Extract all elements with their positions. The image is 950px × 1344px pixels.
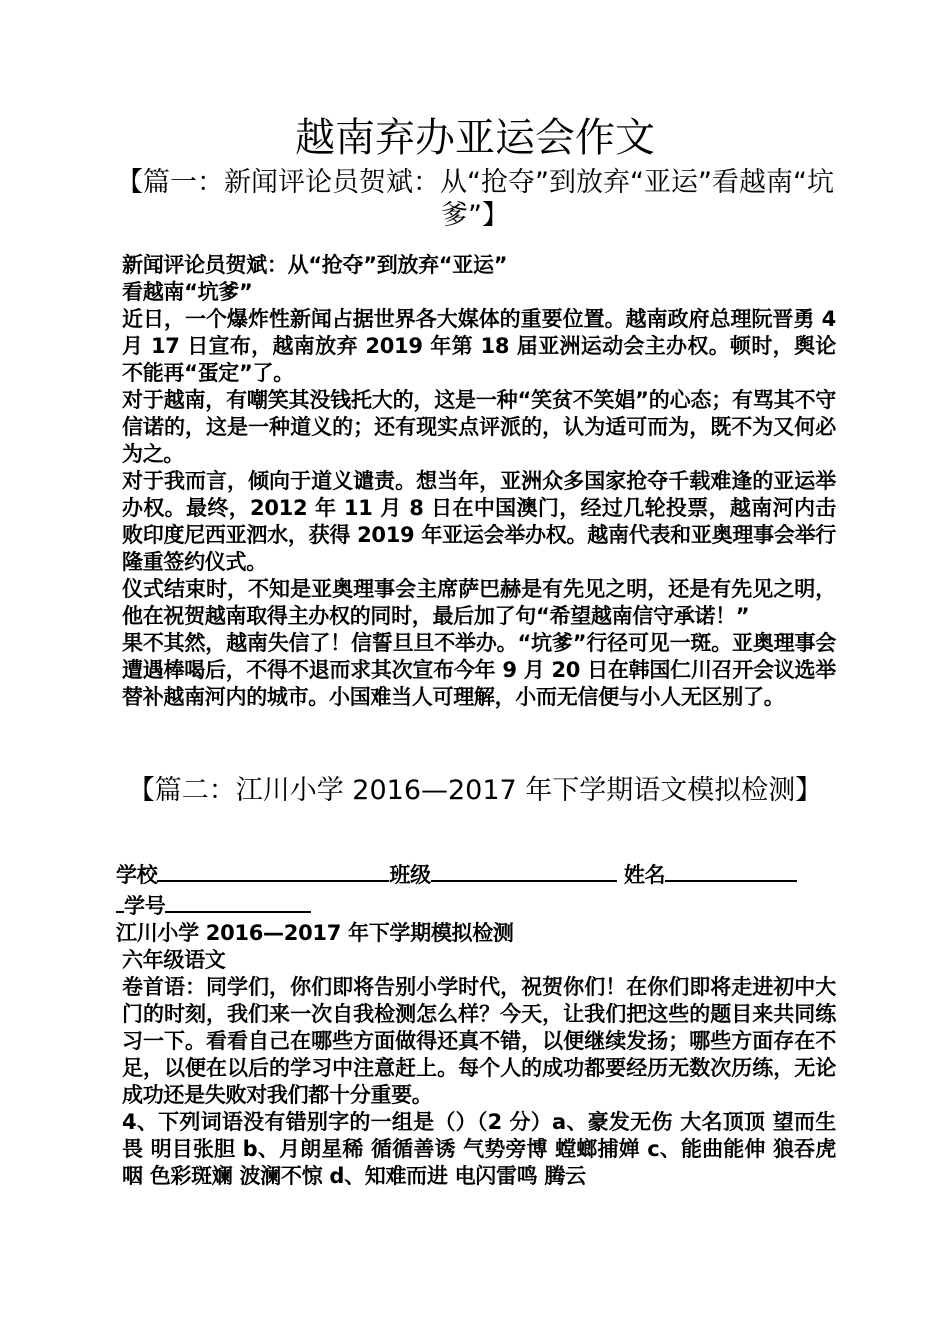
school-label: 学校 — [116, 863, 158, 887]
school-blank — [157, 858, 389, 882]
leading-blank — [116, 889, 124, 913]
class-blank — [431, 858, 617, 882]
paragraph: 仪式结束时，不知是亚奥理事会主席萨巴赫是有先见之明，还是有先见之明，他在祝贺越南取得主办权的同时，最后加了句“希望越南信守承诺！” — [122, 577, 836, 628]
paragraph: 果不其然，越南失信了！信誓旦旦不举办。“坑爹”行径可见一斑。亚奥理事会遭遇棒喝后，不得不退而求其次宣布今年 9 月 20 日在韩国仁川召开会议选举替补越南河内的城市。小国难当人可理解，小而无信便与小人无区别了。 — [122, 631, 836, 709]
exam-title: 江川小学 2016—2017 年下学期模拟检测 — [116, 921, 514, 945]
article-headline: 新闻评论员贺斌：从“抢夺”到放弃“亚运” — [122, 253, 508, 277]
section2-heading: 【篇二：江川小学 2016—2017 年下学期语文模拟检测】 — [127, 775, 823, 806]
number-label: 学号 — [124, 894, 166, 918]
section1-body — [116, 252, 836, 711]
name-blank — [665, 858, 797, 882]
exam-subject: 六年级语文 — [122, 948, 226, 972]
section1-heading: 【篇一：新闻评论员贺斌：从“抢夺”到放弃“亚运”看越南“坑爹”】 — [116, 167, 834, 231]
student-info-form — [116, 858, 836, 889]
section2-body — [116, 858, 836, 1190]
number-blank — [165, 889, 311, 913]
name-label: 姓名 — [623, 863, 666, 887]
article-headline-cont: 看越南“坑爹” — [122, 280, 253, 304]
paragraph: 对于我而言，倾向于道义谴责。想当年，亚洲众多国家抢夺千载难逢的亚运举办权。最终，2012 年 11 月 8 日在中国澳门，经过几轮投票，越南河内击败印度尼西亚泗水，获得 2019 年亚运会举办权。越南代表和亚奥理事会举行隆重签约仪式。 — [122, 469, 836, 574]
student-number-row — [116, 889, 836, 920]
paragraph: 近日，一个爆炸性新闻占据世界各大媒体的重要位置。越南政府总理阮晋勇 4 月 17 日宣布，越南放弃 2019 年第 18 届亚洲运动会主办权。顿时，舆论不能再“蛋定”了。 — [122, 307, 836, 385]
paragraph: 对于越南，有嘲笑其没钱托大的，这是一种“笑贫不笑娼”的心态；有骂其不守信诺的，这是一种道义的；还有现实点评派的，认为适可而为，既不为又何必为之。 — [122, 388, 836, 466]
class-label: 班级 — [389, 863, 431, 887]
document-title: 越南弃办亚运会作文 — [295, 115, 655, 161]
question-4: 4、下列词语没有错别字的一组是（）（2 分）a、豪发无伤 大名顶顶 望而生畏 明目张胆 b、月朗星稀 循循善诱 气势旁博 螳螂捕婵 c、能曲能伸 狼吞虎咽 色彩斑斓 波澜不惊 d、知难而进 电闪雷鸣 腾云 — [122, 1110, 836, 1188]
preface-paragraph: 卷首语：同学们，你们即将告别小学时代，祝贺你们！在你们即将走进初中大门的时刻，我们来一次自我检测怎么样？今天，让我们把这些的题目来共同练习一下。看看自己在哪些方面做得还真不错，以便继续发扬；哪些方面存在不足，以便在以后的学习中注意赶上。每个人的成功都要经历无数次历练，无论成功还是失败对我们都十分重要。 — [122, 975, 836, 1107]
